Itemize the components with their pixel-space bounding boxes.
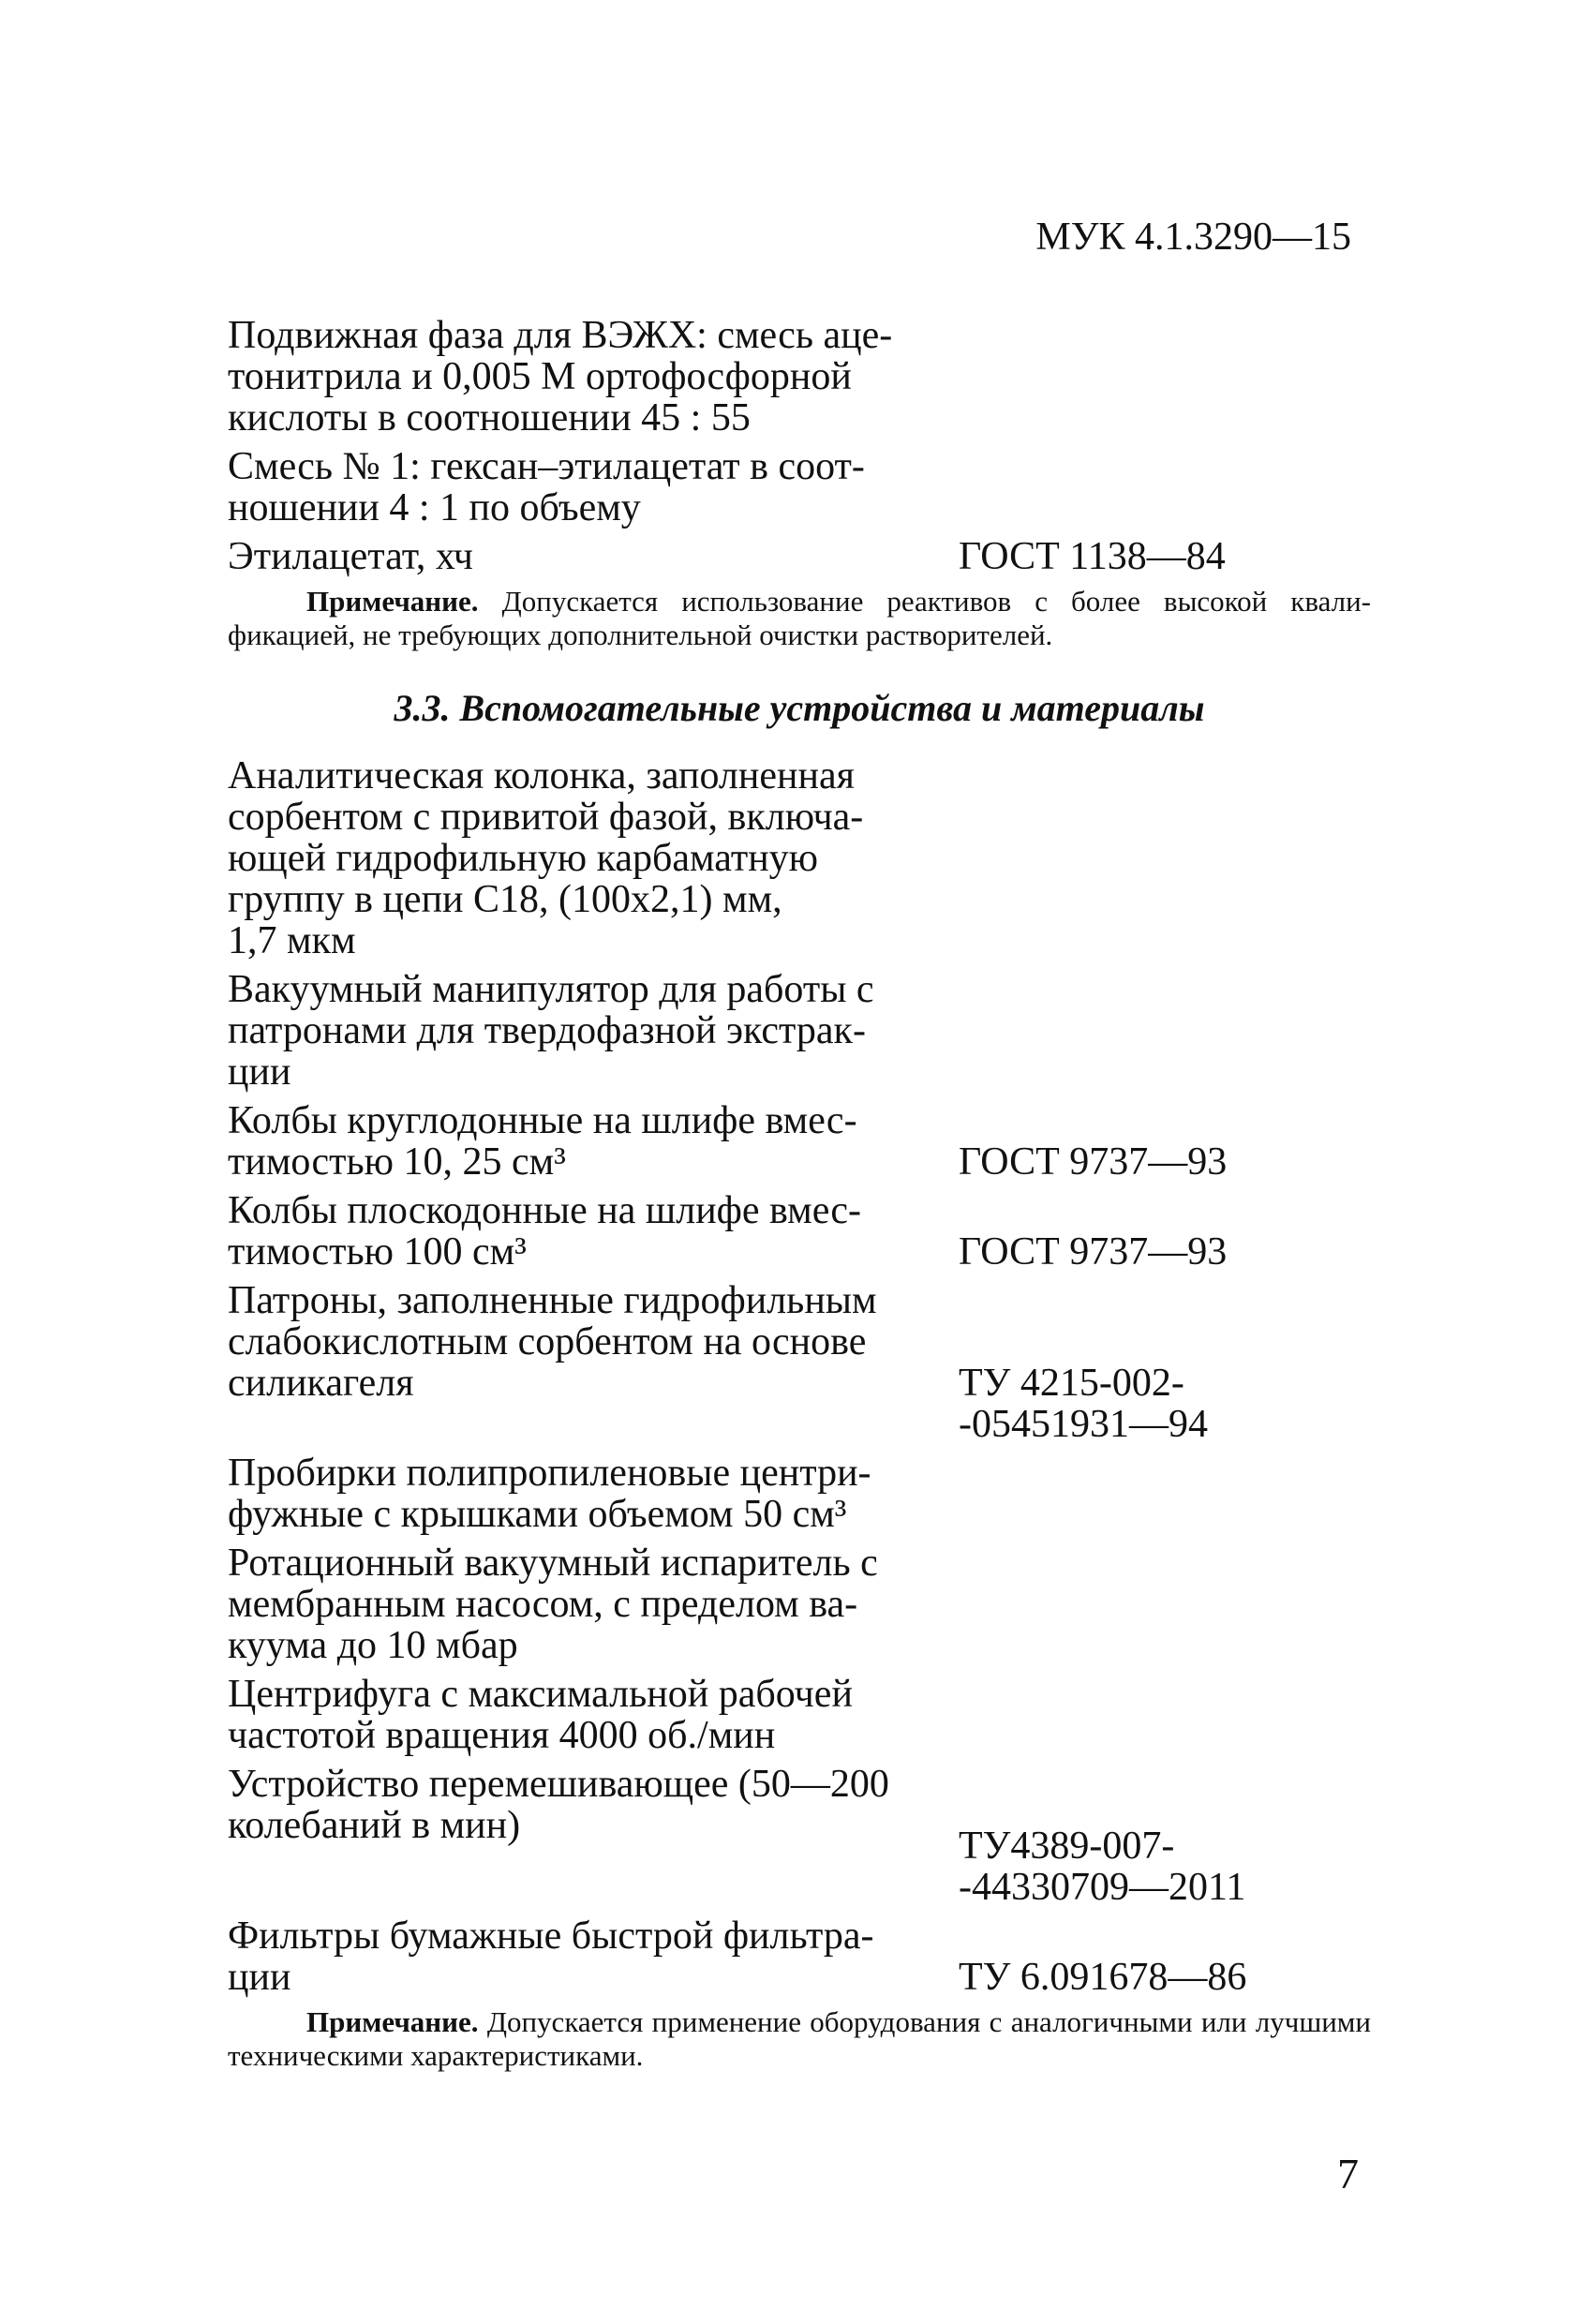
reagent-row [228,446,1371,529]
reagent-name: Смесь № 1: гексан–этилацетат в соот- ношении 4 : 1 по объему [228,445,865,529]
page-content [228,315,1371,2073]
reagent-name: Подвижная фаза для ВЭЖХ: смесь аце- тонитрила и 0,005 М ортофосфорной кислоты в соотношении 45 : 55 [228,314,893,439]
equipment-name: Фильтры бумажные быстрой фильтра- ции [228,1914,874,1999]
page-number: 7 [1337,2150,1359,2197]
equipment-row [228,1542,1371,1666]
equipment-standard: ТУ 4215-002- -05451931—94 [959,1362,1208,1446]
equipment-row [228,1674,1371,1756]
equipment-row [228,969,1371,1093]
equipment-name: Аналитическая колонка, заполненная сорбентом с привитой фазой, включа- ющей гидрофильную карбаматную группу в цепи С18, (100х2,1) мм, 1,7 мкм [228,754,864,962]
note-text: Допускается применение оборудования с аналогичными или лучшими техническими характеристиками. [228,2005,1371,2072]
equipment-row [228,1280,1371,1445]
section-heading: 3.3. Вспомогательные устройства и материалы [394,687,1205,729]
reagent-standard: ГОСТ 1138—84 [959,535,1226,578]
reagents-note [228,585,1371,652]
equipment-name: Ротационный вакуумный испаритель с мембранным насосом, с пределом ва- куума до 10 мбар [228,1542,878,1667]
note-text: Допускается использование реактивов с более высокой квали-фикацией, не требующих дополнительной очистки растворителей. [228,585,1371,651]
equipment-row [228,1764,1371,1908]
equipment-name: Патроны, заполненные гидрофильным слабокислотным сорбентом на основе силикагеля [228,1279,877,1405]
equipment-standard: ТУ4389-007- -44330709—2011 [959,1825,1246,1909]
equipment-note [228,2005,1371,2073]
equipment-name: Устройство перемешивающее (50—200 колебаний в мин) [228,1763,889,1847]
reagent-name: Этилацетат, хч [228,535,473,578]
equipment-name: Центрифуга с максимальной рабочей частотой вращения 4000 об./мин [228,1673,853,1757]
equipment-row [228,1915,1371,1998]
equipment-row [228,1452,1371,1535]
equipment-row [228,1100,1371,1183]
note-label: Примечание. [306,585,479,618]
equipment-row [228,755,1371,961]
equipment-name: Колбы плоскодонные на шлифе вмес- тимостью 100 см³ [228,1189,862,1274]
equipment-standard: ГОСТ 9737—93 [959,1140,1228,1184]
equipment-standard: ГОСТ 9737—93 [959,1230,1228,1274]
equipment-name: Колбы круглодонные на шлифе вмес- тимостью 10, 25 см³ [228,1099,857,1184]
note-label: Примечание. [306,2005,479,2038]
equipment-standard: ТУ 6.091678—86 [959,1956,1247,1999]
equipment-name: Вакуумный манипулятор для работы с патронами для твердофазной экстрак- ции [228,968,874,1094]
equipment-name: Пробирки полипропиленовые центри- фужные с крышками объемом 50 см³ [228,1452,871,1536]
equipment-row [228,1190,1371,1273]
reagent-row [228,536,1371,577]
document-code: МУК 4.1.3290—15 [1035,216,1351,259]
reagent-row [228,315,1371,439]
